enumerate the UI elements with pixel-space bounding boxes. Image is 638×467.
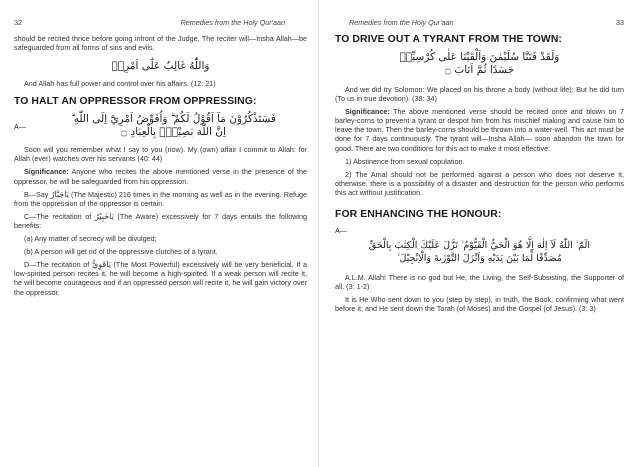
translation-38-34: And we did try Solomon: We placed on his throne a body (without life): But he did turn (To us in true devotion). (38: 34) [335, 85, 624, 104]
significance-paragraph-left [14, 167, 307, 185]
section-heading-halt-oppressor: TO HALT AN OPPRESSOR FROM OPPRESSING: [14, 96, 257, 108]
item-d-suffix: (The Most Powerful) excessively will be very beneficial. If a low-spirited person recites it, he will become a high-spirited. If a weak person will recite it, he will become courageous and if an oppressed person will recite it, he will gain victory over the oppressor. [14, 260, 308, 297]
item-d-arabic: يَاقَوِيُّ [91, 260, 111, 270]
right-running-title: Remedies from the Holy Qur'aan [349, 18, 454, 27]
translation-3-3: It is He Who sent down to you (step by step), in truth, the Book, confirming what went before it; and He sent down the Torah (of Moses) and the Gospel (of Jesus). (3: 3) [335, 295, 624, 314]
arabic-verse-38-34 [335, 51, 624, 77]
arabic-verse-12-21: وَاللّٰهُ غَالِبٌ عَلٰٓى اَمْرِهٖ [111, 60, 210, 73]
arabic-block-40-44 [14, 113, 307, 139]
arabic-line-1: وَلَقَدْ فَتَنَّا سُلَيْمٰنَ وَاَلْقَيْنَا عَلٰى كُرْسِيِّهٖ [399, 51, 560, 63]
section-heading-drive-tyrant: TO DRIVE OUT A TYRANT FROM THE TOWN: [335, 34, 562, 45]
arabic-line-2: جَسَدًا ثُمَّ اَنَابَ ۝ [444, 64, 515, 76]
item-label-a: A— [335, 226, 347, 236]
translation-40-44: Soon will you remember what I say to you (now). My (own) affair I commit to Allah: for Allah (ever) watches over his servants (40: 44) [14, 145, 307, 164]
condition-1: 1) Abstinence from sexual copulation. [345, 156, 465, 166]
item-c-paragraph [14, 212, 307, 230]
left-page-number: 32 [14, 18, 22, 27]
right-page-number: 33 [616, 18, 624, 27]
item-c-suffix: (The Aware) excessively for 7 days entails the following benefits: [14, 211, 307, 230]
benefit-b: (b) A person will get rid of the oppressive clutches of a tyrant. [24, 247, 218, 257]
right-page [319, 0, 638, 467]
arabic-verse-3-1 [335, 239, 624, 265]
significance-label: Significance: [24, 167, 69, 177]
arabic-verse-40-44 [40, 113, 307, 139]
benefit-a: (a) Any matter of secrecy will be divulged; [24, 234, 157, 244]
item-d-prefix: D—The recitation of [24, 260, 92, 270]
significance-text: Anyone who recites the above mentioned verse in the presence of the oppressor, he will be safeguarded from his oppression. [14, 167, 307, 186]
arabic-line-2: اِنَّ اللّٰهَ بَصِيْرٌۢ بِالْعِبَادِ ۝ [121, 126, 226, 139]
item-b-arabic: يَاجَبَّارُ [50, 189, 69, 199]
significance-paragraph-right [335, 107, 624, 152]
arabic-line-2: مُصَدِّقًا لِّمَا بَيْنَ يَدَيْهِ وَاَنْزَلَ التَّوْرٰىةَ وَالْاِنْجِيْلَ ۙ [397, 253, 562, 265]
item-b-paragraph [14, 190, 307, 208]
significance-text: The above mentioned verse should be recited once and blown on 7 barley-corns to prevent a tyrant or despot him from his mischief making and cause him to leave the town. Then the barley-corns should be thrown into a water-well. This act must be done for 7 days continuously. The tyrant will—Insha Allah— soon abandon the town for good. There are two conditions for this act to make it most effective: [335, 107, 624, 153]
item-b-suffix: (The Majestic) 216 times in the morning as well as in the evening. Refuge from the oppression of the oppressor is certain. [14, 189, 307, 208]
item-c-prefix: C—The recitation of [24, 211, 95, 221]
left-running-title: Remedies from the Holy Qur'aan [180, 18, 285, 27]
item-b-prefix: B—Say [24, 189, 51, 199]
translation-12-21: And Allah has full power and control over his affairs. (12: 21) [24, 79, 216, 89]
arabic-line-1: فَسَتَذْكُرُوْنَ مَآ اَقُوْلُ لَكُمْ ۗ وَاُفَوِّضُ اَمْرِيْٓ اِلَى اللّٰهِ ۗ [71, 113, 276, 126]
condition-2: 2) The Amal should not be performed against a person who does not deserve it, otherwise, there is a possibility of a disaster and destruction for the person who performs this act without justification. [335, 169, 624, 197]
item-d-paragraph [14, 260, 307, 296]
translation-3-1-2: A.L.M. Allah! There is no god but He, the Living, the Self-Subsisting, the Supporter of all. (3: 1-2) [335, 273, 624, 292]
item-label-a: A— [14, 121, 26, 131]
section-heading-enhance-honour: FOR ENHANCING THE HONOUR: [335, 209, 502, 221]
left-intro-paragraph: should be recited thrice before going infront of the Judge. The reciter will—Insha Allah—be safeguarded from all forms of sins and evils. [14, 34, 307, 53]
arabic-line-1: الٓمّٓ ۙ اللّٰهُ لَآ اِلٰهَ اِلَّا هُوَ الْحَيُّ الْقَيُّوْمُ ۙ نَزَّلَ عَلَيْكَ الْكِتٰبَ بِالْحَقِّ [368, 240, 591, 252]
right-running-header [335, 18, 624, 27]
item-c-arabic: يَاخَبِيْرُ [94, 211, 114, 221]
left-running-header [14, 18, 307, 27]
significance-label: Significance: [345, 107, 390, 117]
